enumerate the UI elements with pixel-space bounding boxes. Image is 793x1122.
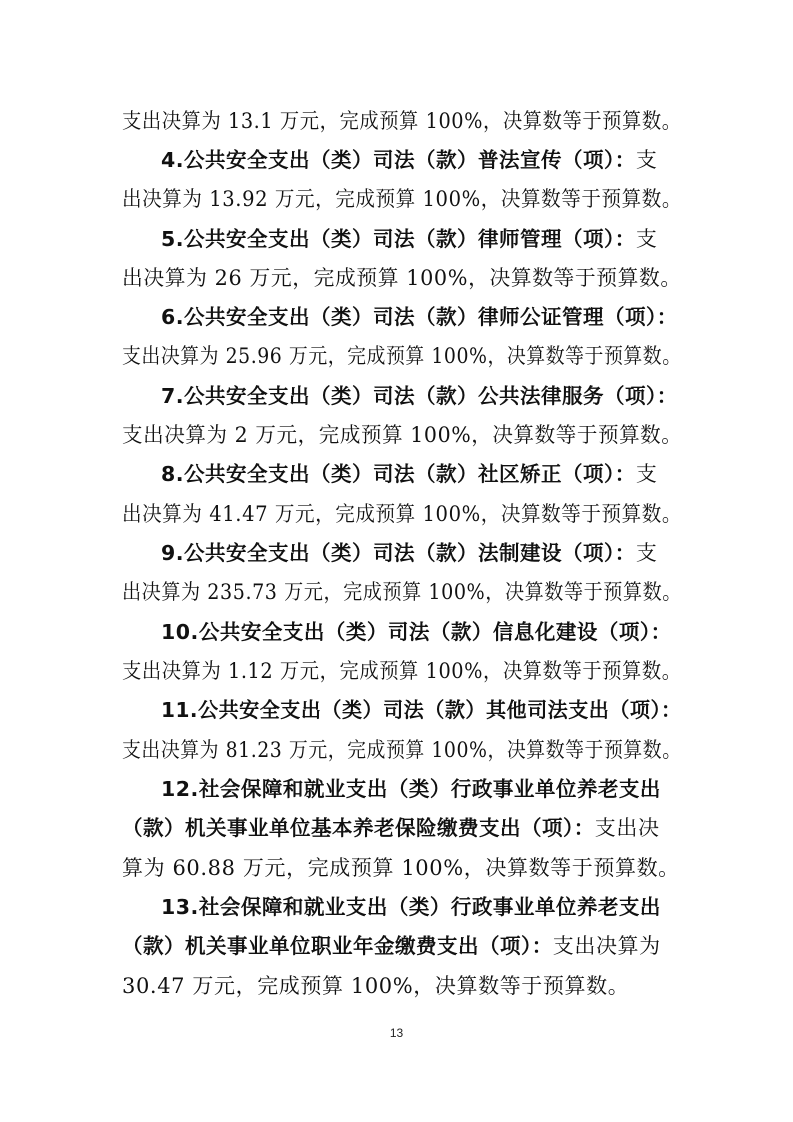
body-line (122, 657, 682, 685)
item-heading: 12.社会保障和就业支出（类）行政事业单位养老支出 (161, 777, 661, 801)
body-line (122, 342, 682, 370)
line-text: 支出决算为 1.12 万元，完成预算 100%，决算数等于预算数。 (122, 659, 682, 683)
line-text: 算为 60.88 万元，完成预算 100%，决算数等于预算数。 (122, 856, 680, 880)
item-heading: 8.公共安全支出（类）司法（款）社区矫正（项）： (161, 462, 636, 486)
body-line (122, 421, 683, 449)
item-heading: 13.社会保障和就业支出（类）行政事业单位养老支出 (161, 895, 661, 919)
item-heading: 7.公共安全支出（类）司法（款）公共法律服务（项）： (161, 384, 678, 408)
line-text: 支出决算为 81.23 万元，完成预算 100%，决算数等于预算数。 (122, 738, 682, 762)
line-text: 支出决算为 (552, 934, 661, 958)
line-text: 支出决算为 25.96 万元，完成预算 100%，决算数等于预算数。 (122, 344, 682, 368)
line-text: 支 (635, 227, 658, 251)
line-text: 出决算为 26 万元，完成预算 100%，决算数等于预算数。 (122, 266, 682, 290)
body-line (122, 264, 682, 292)
line-text: 支出决算为 2 万元，完成预算 100%，决算数等于预算数。 (122, 423, 683, 447)
item-heading-line (122, 932, 682, 960)
item-heading-line (161, 146, 682, 174)
page-number: 13 (389, 1026, 404, 1040)
body-line (122, 854, 682, 882)
item-heading: 6.公共安全支出（类）司法（款）律师公证管理（项）： (161, 305, 678, 329)
item-heading-line (161, 303, 682, 331)
item-heading-line (161, 539, 682, 567)
item-heading: 9.公共安全支出（类）司法（款）法制建设（项）： (161, 541, 636, 565)
item-heading-line (161, 775, 682, 803)
item-heading-line (161, 618, 682, 646)
line-text: 支 (635, 148, 658, 172)
item-heading-line (161, 893, 682, 921)
item-heading: （款）机关事业单位职业年金缴费支出（项）： (122, 934, 553, 958)
body-line (122, 972, 682, 1000)
item-heading-line (161, 225, 682, 253)
line-text: 30.47 万元，完成预算 100%，决算数等于预算数。 (122, 974, 630, 998)
line-text: 出决算为 41.47 万元，完成预算 100%，决算数等于预算数。 (122, 502, 682, 526)
body-line (122, 578, 682, 606)
item-heading: （款）机关事业单位基本养老保险缴费支出（项）： (122, 816, 595, 840)
line-text: 支出决 (594, 816, 660, 840)
line-text: 支 (635, 462, 658, 486)
item-heading-line (122, 814, 682, 842)
line-text: 支出决算为 13.1 万元，完成预算 100%，决算数等于预算数。 (122, 109, 682, 133)
item-heading: 4.公共安全支出（类）司法（款）普法宣传（项）： (161, 148, 636, 172)
line-text: 出决算为 235.73 万元，完成预算 100%，决算数等于预算数。 (122, 580, 682, 604)
item-heading: 5.公共安全支出（类）司法（款）律师管理（项）： (161, 227, 636, 251)
line-text: 支 (635, 541, 658, 565)
item-heading: 10.公共安全支出（类）司法（款）信息化建设（项）： (161, 620, 672, 644)
item-heading: 11.公共安全支出（类）司法（款）其他司法支出（项）： (161, 698, 682, 722)
item-heading-line (161, 382, 682, 410)
item-heading-line (161, 696, 682, 724)
item-heading-line (161, 460, 682, 488)
body-line (122, 736, 682, 764)
body-line (122, 107, 682, 135)
body-line (122, 185, 682, 213)
line-text: 出决算为 13.92 万元，完成预算 100%，决算数等于预算数。 (122, 187, 682, 211)
body-line (122, 500, 682, 528)
